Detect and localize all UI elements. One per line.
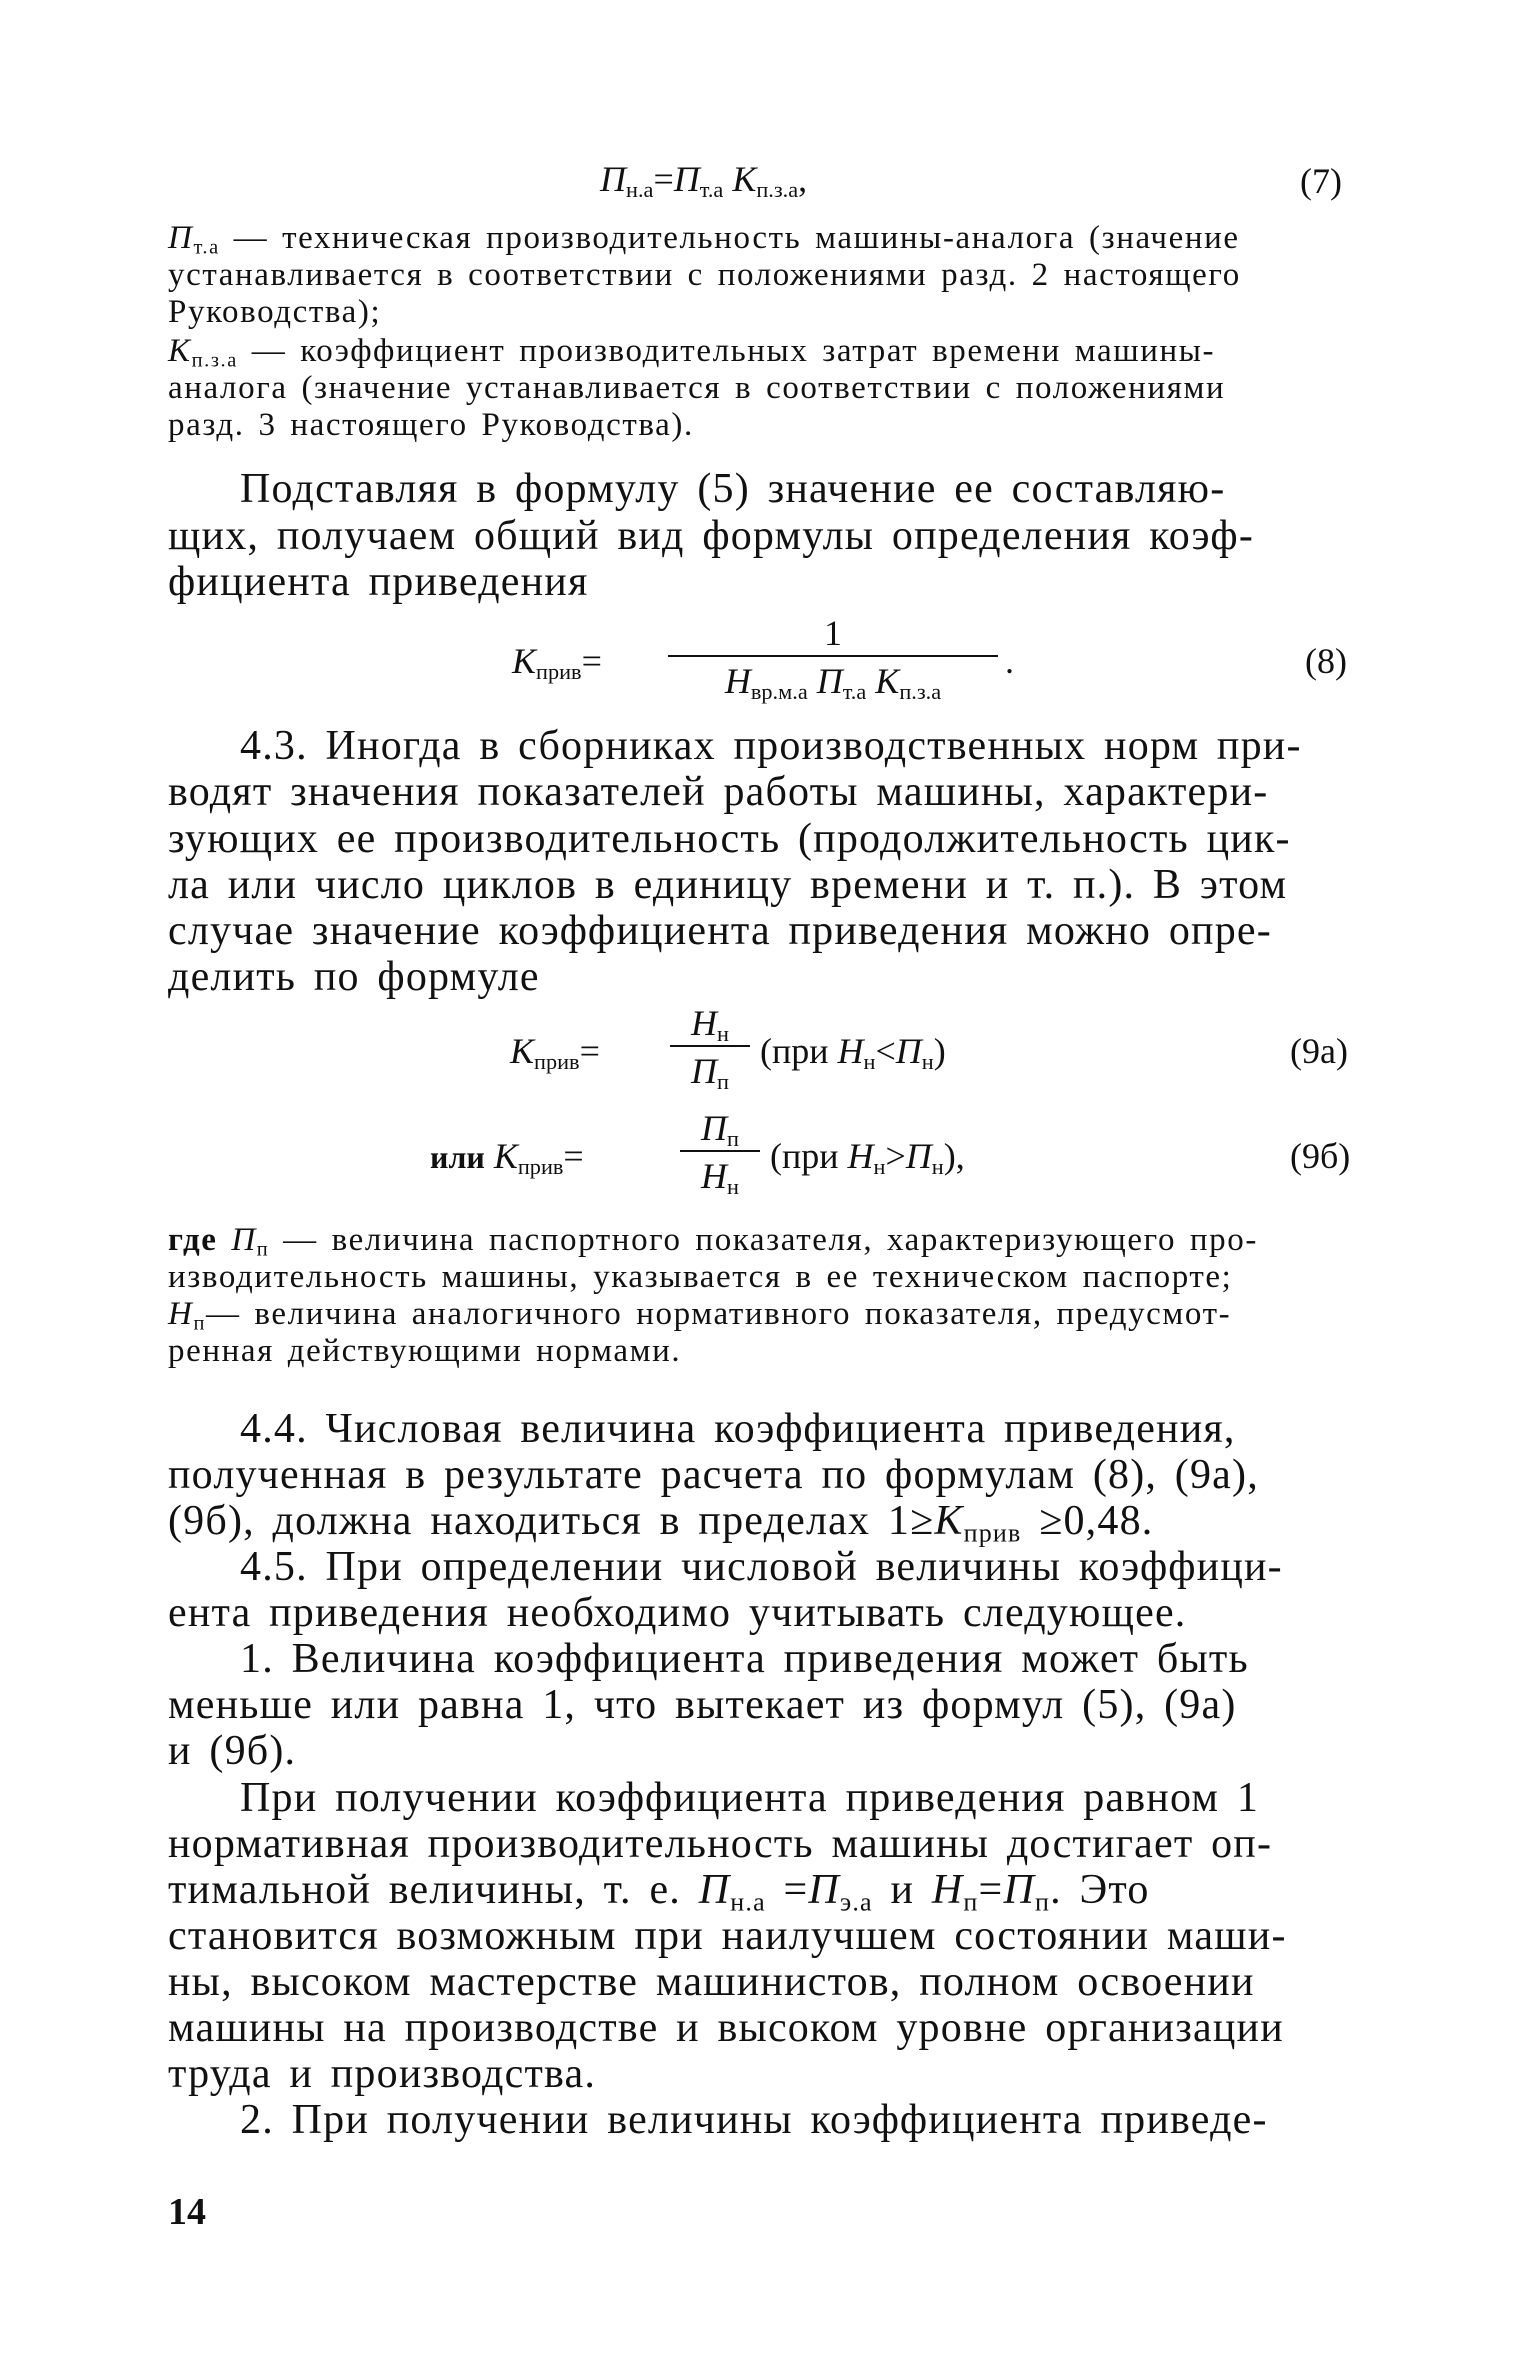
paragraph-4-4-line-3: (9б), должна находиться в пределах $1\ge K_{прив} \ge 0,48$. (168, 1498, 1154, 1548)
paragraph-optimum-line-6: машины на производстве и высоком уровне организации (168, 2005, 1284, 2051)
formula-8-numerator: 1 (824, 613, 842, 653)
paragraph-4-3-line-4: ла или число циклов в единицу времени и т. п.). В этом (168, 862, 1288, 908)
equation-number-8: (8) (1305, 641, 1347, 681)
paragraph-optimum-line-1: При получении коэффициента приведения равном 1 (240, 1775, 1260, 1821)
formula-9a-condition: (при $Н_н<П_н$) (760, 1031, 946, 1075)
formula-7: $П_{н.а}=П_{т.а}$ $K_{п.з.а}$, (600, 159, 808, 203)
paragraph-4-3-line-6: делить по формуле (168, 954, 540, 1000)
formula-8-denominator: $Н_{вр.м.а}$ $П_{т.а}$ $K_{п.з.а}$ (724, 661, 942, 705)
definition-kpza-line-3: разд. 3 настоящего Руководства). (168, 407, 694, 443)
item-1-line-2: меньше или равна 1, что вытекает из формул (5), (9а) (168, 1682, 1237, 1728)
fraction-bar (668, 655, 998, 657)
formula-8-tail: . (1005, 641, 1014, 681)
paragraph-4-3-line-2: водят значения показателей работы машины, характери- (168, 769, 1269, 815)
item-2-line-1: 2. При получении величины коэффициента приведе- (240, 2097, 1268, 2143)
definition-np-line-2: ренная действующими нормами. (168, 1333, 682, 1369)
item-1-line-1: 1. Величина коэффициента приведения может быть (240, 1636, 1249, 1682)
item-1-line-3: и (9б). (168, 1728, 297, 1774)
paragraph-4-5-line-1: 4.5. При определении числовой величины коэффици- (240, 1544, 1283, 1590)
equation-number-7: (7) (1300, 161, 1342, 201)
definition-pta-line-1: $П_{т.а}$ — техническая производительность машины-аналога (значение (168, 220, 1240, 259)
equation-number-9b: (9б) (1290, 1136, 1351, 1176)
paragraph-optimum-line-7: труда и производства. (168, 2051, 597, 2097)
definition-kpza-line-1: $K_{п.з.а}$ — коэффициент производительных затрат времени машины- (168, 333, 1216, 372)
formula-8-fraction (668, 613, 998, 705)
paragraph-optimum-line-5: ны, высоком мастерстве машинистов, полном освоении (168, 1959, 1255, 2005)
definition-pp-line-1: где $П_п$ — величина паспортного показателя, характеризующего про- (168, 1222, 1258, 1261)
paragraph-4-4-line-1: 4.4. Числовая величина коэффициента приведения, (240, 1406, 1236, 1452)
paragraph-4-3-line-5: случае значение коэффициента приведения можно опре- (168, 908, 1272, 954)
paragraph-4-3-line-3: зующих ее производительность (продолжительность цик- (168, 816, 1291, 862)
definition-pta-line-3: Руководства); (168, 294, 382, 330)
definition-pta-line-2: устанавливается в соответствии с положениями разд. 2 настоящего (168, 257, 1241, 293)
paragraph-4-5-line-2: ента приведения необходимо учитывать следующее. (168, 1590, 1187, 1636)
paragraph-optimum-line-4: становится возможным при наилучшем состоянии маши- (168, 1913, 1287, 1959)
definition-pp-line-2: изводительность машины, указывается в ее техническом паспорте; (168, 1259, 1233, 1295)
paragraph-substitution-line-2: щих, получаем общий вид формулы определения коэф- (168, 513, 1255, 559)
formula-9a-lhs: $K_{прив}=$ (510, 1031, 600, 1075)
definition-kpza-line-2: аналога (значение устанавливается в соответствии с положениями (168, 370, 1226, 406)
paragraph-substitution-line-1: Подставляя в формулу (5) значение ее составляю- (240, 466, 1226, 512)
definition-np-line-1: $Н_п—$ величина аналогичного нормативного показателя, предусмот- (168, 1296, 1232, 1335)
paragraph-optimum-line-2: нормативная производительность машины достигает оп- (168, 1821, 1273, 1867)
formula-9b-fraction: $П_п$ $Н_н$ (680, 1110, 760, 1194)
paragraph-4-3-line-1: 4.3. Иногда в сборниках производственных норм при- (240, 723, 1302, 769)
page-number: 14 (168, 2191, 206, 2233)
formula-9a-fraction: $Н_н$ $П_п$ (670, 1005, 750, 1089)
formula-8-lhs: $K_{прив}=$ (512, 641, 602, 685)
paragraph-optimum-line-3: тимальной величины, т. е. $П_{н.а} =П_{э.а}$ и $Н_п=П_п$. Это (168, 1867, 1150, 1917)
equation-number-9a: (9а) (1290, 1031, 1348, 1071)
formula-9b-condition: (при $Н_н>П_н$), (770, 1136, 965, 1180)
formula-9b-lhs: или $K_{прив}=$ (430, 1136, 584, 1180)
paragraph-substitution-line-3: фициента приведения (168, 559, 589, 605)
fraction-bar (680, 1150, 760, 1152)
paragraph-4-4-line-2: полученная в результате расчета по формулам (8), (9а), (168, 1452, 1259, 1498)
fraction-bar (670, 1045, 750, 1047)
